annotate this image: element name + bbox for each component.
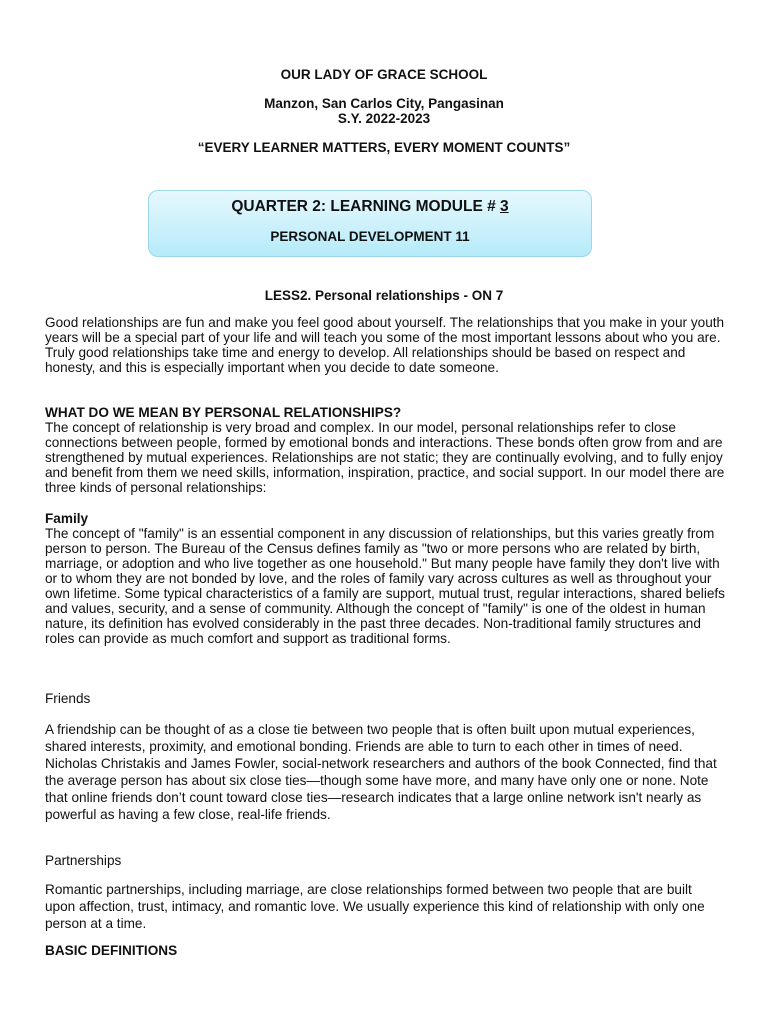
intro-text: Good relationships are fun and make you feel good about yourself. The relationships that you make in your youth years will be a special part of your life and will teach you some of the most important lessons about who you are. Truly good relationships take time and energy to develop. All relationships should be based on respect and honesty, and this is especially important when you decide to date someone. <box>45 315 725 375</box>
family-heading: Family <box>45 511 89 526</box>
intro-paragraph <box>45 315 725 375</box>
section-personal-relationships <box>45 405 725 495</box>
school-motto: “EVERY LEARNER MATTERS, EVERY MOMENT COUNTS” <box>197 140 571 155</box>
section-text: The concept of relationship is very broad and complex. In our model, personal relationships refer to close connections between people, formed by emotional bonds and interactions. These bonds often grow from and are strengthened by mutual experiences. Relationships are not static; they are continually evolving, and to fully enjoy and benefit from them we need skills, information, inspiration, practice, and social support. In our model there are three kinds of personal relationships: <box>45 420 725 495</box>
lesson-title: LESS2. Personal relationships - ON 7 <box>264 288 504 303</box>
module-number: 3 <box>500 198 509 215</box>
module-subject: PERSONAL DEVELOPMENT 11 <box>270 229 470 244</box>
school-address: Manzon, San Carlos City, Pangasinan <box>264 96 504 111</box>
school-address-block <box>0 96 768 126</box>
partnerships-label: Partnerships <box>45 853 122 868</box>
module-title <box>149 198 591 216</box>
basic-definitions-heading: BASIC DEFINITIONS <box>45 943 178 958</box>
family-text: The concept of "family" is an essential component in any discussion of relationships, but this varies greatly from person to person. The Bureau of the Census defines family as "two or more persons who are related by birth, marriage, or adoption and who live together as one household." But many people have family they don't live with or to whom they are not bonded by love, and the roles of family vary across cultures as well as throughout your own lifetime. Some typical characteristics of a family are support, mutual trust, regular interactions, shared beliefs and values, security, and a sense of community. Although the concept of "family" is one of the oldest in human nature, its definition has evolved considerably in the past three decades. Non-traditional family structures and roles can provide as much comfort and support as traditional forms. <box>45 526 725 646</box>
friends-paragraph: A friendship can be thought of as a close tie between two people that is often built upon mutual experiences, shared interests, proximity, and emotional bonding. Friends are able to turn to each other in times of need. Nicholas Christakis and James Fowler, social-network researchers and authors of the book Connected, find that the average person has about six close ties—though some have more, and many have only one or none. Note that online friends don’t count toward close ties—research indicates that a large online network isn't nearly as powerful as having a few close, real-life friends. <box>45 722 717 822</box>
module-banner <box>148 190 592 257</box>
school-year: S.Y. 2022-2023 <box>337 111 431 126</box>
friends-label: Friends <box>45 691 91 706</box>
school-name: OUR LADY OF GRACE SCHOOL <box>280 67 488 82</box>
partnerships-paragraph: Romantic partnerships, including marriage, are close relationships formed between two people that are built upon affection, trust, intimacy, and romantic love. We usually experience this kind of relationship with only one person at a time. <box>45 882 705 931</box>
section-heading: WHAT DO WE MEAN BY PERSONAL RELATIONSHIPS? <box>45 405 402 420</box>
section-family <box>45 511 725 646</box>
module-title-prefix: QUARTER 2: LEARNING MODULE # <box>231 198 501 215</box>
